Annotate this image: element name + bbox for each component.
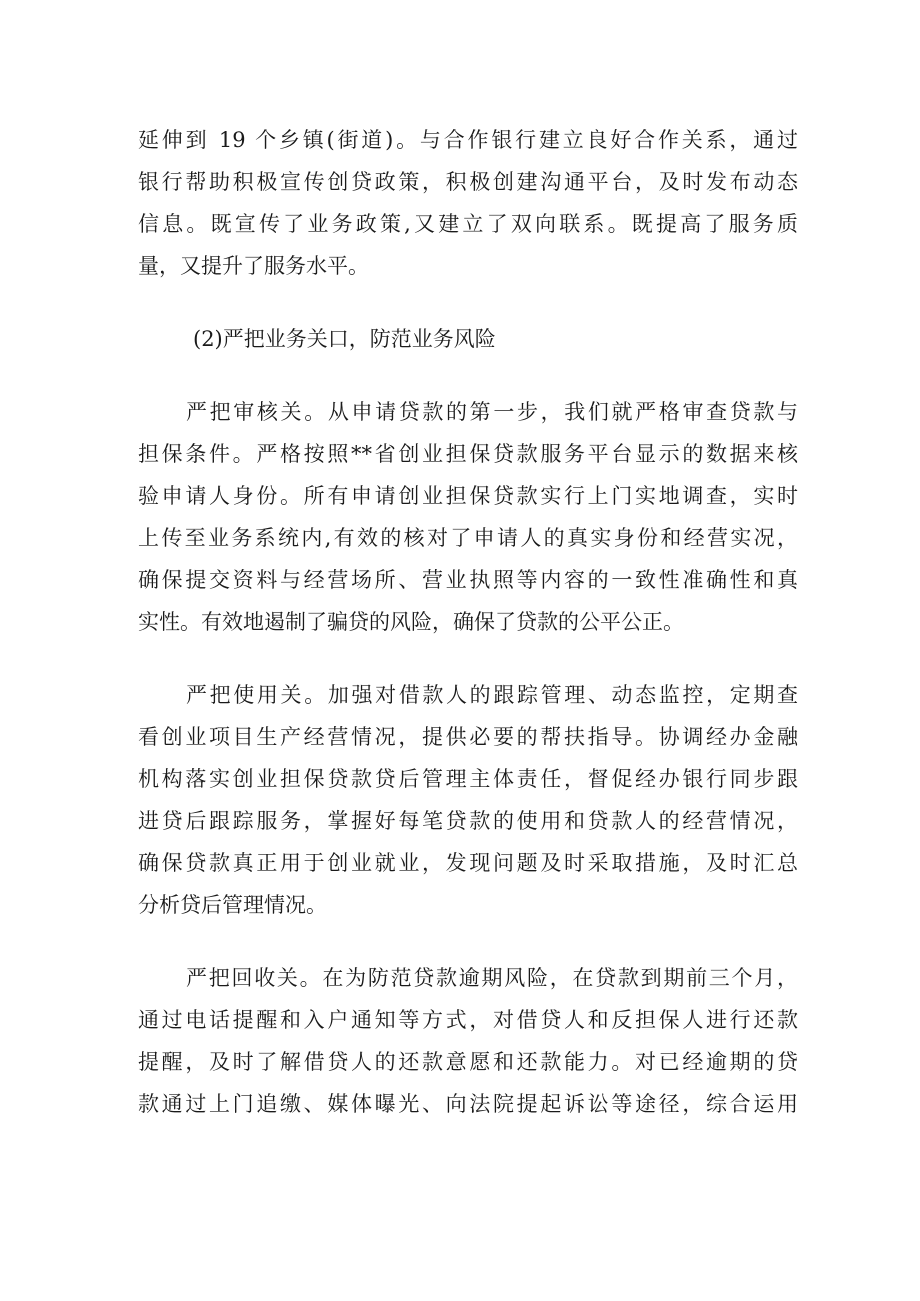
paragraph-1-line-2: 银行帮助积极宣传创贷政策，积极创建沟通平台，及时发布动态 <box>138 170 798 194</box>
paragraph-3-line-3: 机构落实创业担保贷款贷后管理主体责任，督促经办银行同步跟 <box>138 767 798 791</box>
paragraph-3-line-1: 严把使用关。加强对借款人的跟踪管理、动态监控，定期查 <box>186 683 798 707</box>
paragraph-2-line-1: 严把审核关。从申请贷款的第一步，我们就严格审查贷款与 <box>186 400 798 424</box>
section-heading: (2)严把业务关口，防范业务风险 <box>193 327 496 351</box>
paragraph-3-line-6: 分析贷后管理情况。 <box>138 893 327 917</box>
paragraph-4-line-2: 通过电话提醒和入户通知等方式，对借贷人和反担保人进行还款 <box>138 1008 798 1032</box>
paragraph-1-line-3: 信息。既宣传了业务政策,又建立了双向联系。既提高了服务质 <box>138 212 798 236</box>
paragraph-4-line-4: 款通过上门追缴、媒体曝光、向法院提起诉讼等途径，综合运用 <box>138 1092 798 1116</box>
paragraph-3-line-2: 看创业项目生产经营情况，提供必要的帮扶指导。协调经办金融 <box>138 725 798 749</box>
paragraph-4-line-3: 提醒，及时了解借贷人的还款意愿和还款能力。对已经逾期的贷 <box>138 1050 798 1074</box>
paragraph-2-line-5: 确保提交资料与经营场所、营业执照等内容的一致性准确性和真 <box>138 568 798 592</box>
paragraph-2-line-6: 实性。有效地遏制了骗贷的风险，确保了贷款的公平公正。 <box>138 610 684 634</box>
paragraph-2-line-2: 担保条件。严格按照**省创业担保贷款服务平台显示的数据来核 <box>138 442 798 466</box>
paragraph-2-line-4: 上传至业务系统内,有效的核对了申请人的真实身份和经营实况， <box>138 526 798 550</box>
paragraph-3-line-5: 确保贷款真正用于创业就业，发现问题及时采取措施，及时汇总 <box>138 851 798 875</box>
paragraph-1-line-4: 量，又提升了服务水平。 <box>138 254 369 278</box>
paragraph-4-line-1: 严把回收关。在为防范贷款逾期风险，在贷款到期前三个月， <box>186 966 798 990</box>
paragraph-3-line-4: 进贷后跟踪服务，掌握好每笔贷款的使用和贷款人的经营情况， <box>138 809 798 833</box>
paragraph-1-line-1: 延伸到 19 个乡镇(街道)。与合作银行建立良好合作关系，通过 <box>138 128 798 152</box>
paragraph-2-line-3: 验申请人身份。所有申请创业担保贷款实行上门实地调查，实时 <box>138 484 798 508</box>
